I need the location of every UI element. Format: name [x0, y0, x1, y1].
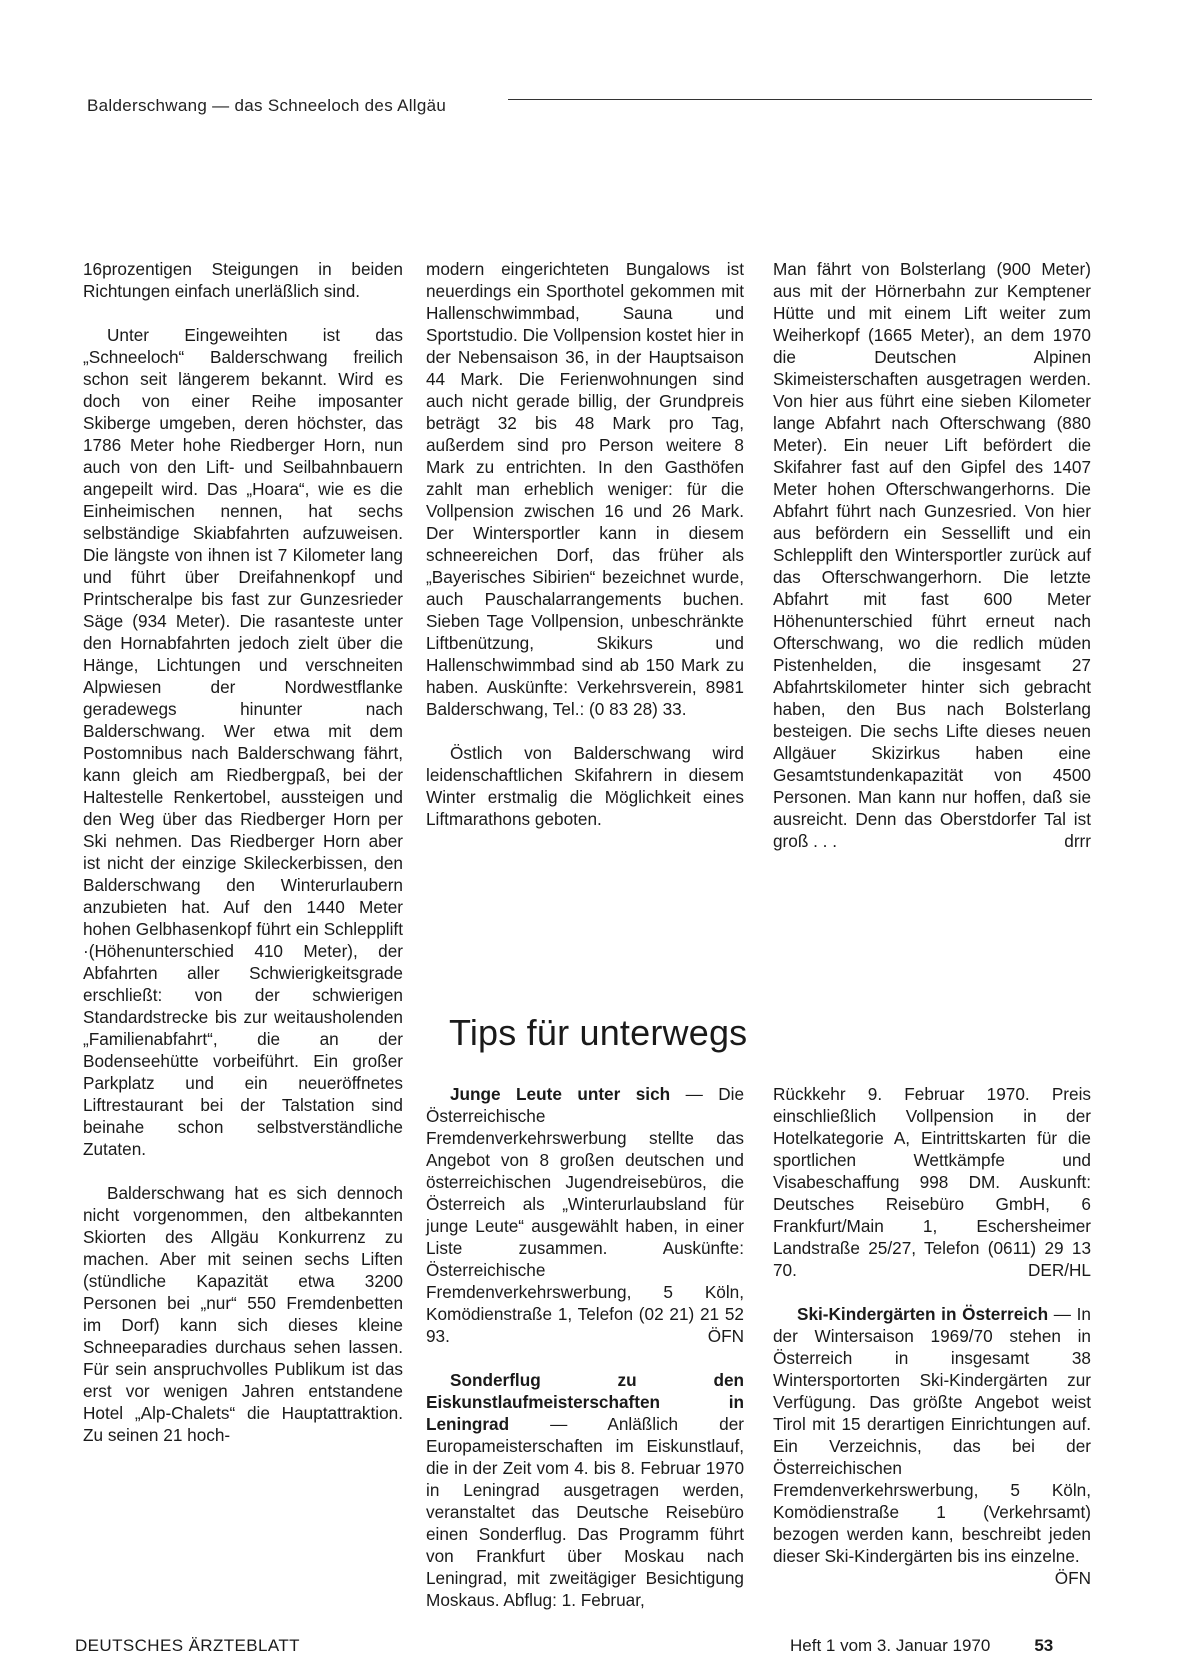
tip-signature: DER/HL — [1027, 1260, 1091, 1280]
article-paragraph: Unter Eingeweihten ist das „Schneeloch“ Balderschwang freilich schon seit längerem bekannt. Wird es doch von einer Reihe imposanter Skiberge umgeben, deren höchster, das 1786 Meter hohe Riedberger Horn, nun auch von den Lift- und Seilbahnbauern angepeilt wird. Das „Hoara“, wie es die Einheimischen nennen, hat sechs selbständige Skiabfahrten aufzuweisen. Die längste von ihnen ist 7 Kilometer lang und führt über Dreifahnenkopf und Printscheralpe bis fast zur Gunzesrieder Säge (934 Meter). Die rasanteste unter den Hornabfahrten jedoch zielt über die Hänge, Lichtungen und verschneiten Alpwiesen der Nordwestflanke geradewegs hinunter nach Balderschwang. Wer etwa mit dem Postomnibus nach Balderschwang fährt, kann gleich am Riedbergpaß, bei der Haltestelle Renkertobel, aussteigen und den Weg über das Riedberger Horn per Ski nehmen. Das Riedberger Horn aber ist nicht der einzige Skileckerbissen, den Balderschwang den Winterurlaubern anzubieten hat. Auf den 1440 Meter hohen Gelbhasenkopf führt ein Schlepplift ·(Höhenunterschied 410 Meter), der Abfahrten aller Schwierigkeitsgrade erschließt: von der schwierigen Standardstrecke bis zur weitausholenden „Familienabfahrt“, die an der Bodenseehütte vorbeiführt. Ein großer Parkplatz und ein neueröffnetes Liftrestaurant bei der Talstation sind beinahe schon selbstverständliche Zutaten. — [83, 325, 403, 1159]
tip-heading: Sonderflug zu den Eiskunstlaufmeisterschaften in Leningrad — [426, 1370, 744, 1434]
footer-issue-info — [790, 1636, 1053, 1656]
tip-text: Rückkehr 9. Februar 1970. Preis einschließlich Vollpension in der Hotelkategorie A, Eintrittskarten für die sportlichen Wettkämpfe und Visabeschaffung 998 DM. Auskunft: Deutsches Reisebüro GmbH, 6 Frankfurt/Main 1, Eschersheimer Landstraße 25/27, Telefon (0611) 29 13 70. — [773, 1084, 1091, 1280]
article-paragraph: Östlich von Balderschwang wird leidenschaftlichen Skifahrern in diesem Winter erstmalig die Möglichkeit eines Liftmarathons geboten. — [426, 743, 744, 829]
page-number: 53 — [1034, 1636, 1054, 1655]
tips-column-2 — [773, 1083, 1091, 1589]
tip-text: — Anläßlich der Europameisterschaften im Eiskunstlauf, die in der Zeit vom 4. bis 8. Februar 1970 in Leningrad ausgetragen werden, veranstaltet das Deutsche Reisebüro einen Sonderflug. Das Programm führt von Frankfurt über Moskau nach Leningrad, mit zweitägiger Besichtigung Moskaus. Abflug: 1. Februar, — [426, 1414, 744, 1610]
issue-date: Heft 1 vom 3. Januar 1970 — [790, 1636, 991, 1655]
tip-item-junge-leute — [426, 1083, 744, 1347]
article-column-2 — [426, 258, 744, 830]
tips-column-1 — [426, 1083, 744, 1611]
tip-text: — Die Österreichische Fremdenverkehrswerbung stellte das Angebot von 8 großen deutschen und österreichischen Jugendreisebüros, die Österreich als „Winterurlaubsland für junge Leute“ ausgewählt haben, in einer Liste zusammen. Auskünfte: Österreichische Fremdenverkehrswerbung, 5 Köln, Komödienstraße 1, Telefon (02 21) 21 52 93. — [426, 1084, 744, 1346]
tip-signature: ÖFN — [707, 1326, 744, 1346]
article-paragraph — [773, 258, 1091, 852]
running-head: Balderschwang — das Schneeloch des Allgäu — [87, 96, 447, 115]
journal-name: DEUTSCHES ÄRZTEBLATT — [75, 1636, 300, 1655]
section-title: Tips für unterwegs — [449, 1011, 748, 1053]
tip-heading: Junge Leute unter sich — [450, 1084, 671, 1104]
article-paragraph-text: Man fährt von Bolsterlang (900 Meter) aus mit der Hörnerbahn zur Kemptener Hütte und mit einem Lift weiter zum Weiherkopf (1665 Meter), an dem 1970 die Deutschen Alpinen Skimeisterschaften ausgetragen werden. Von hier aus führt eine sieben Kilometer lange Abfahrt nach Ofterschwang (880 Meter). Ein neuer Lift befördert die Skifahrer fast auf den Gipfel des 1407 Meter hohen Ofterschwangerhorns. Die Abfahrt führt nach Gunzesried. Von hier aus befördern ein Sessellift und ein Schlepplift den Wintersportler zurück auf das Ofterschwangerhorn. Die letzte Abfahrt mit fast 600 Meter Höhenunterschied führt erneut nach Ofterschwang, wo die redlich müden Pistenhelden, die insgesamt 27 Abfahrtskilometer hinter sich gebracht haben, den Bus nach Bolsterlang besteigen. Die sechs Lifte dieses neuen Allgäuer Skizirkus haben eine Gesamtstundenkapazität von 4500 Personen. Man kann nur hoffen, daß sie ausreicht. Denn das Oberstdorfer Tal ist groß . . . — [773, 259, 1091, 851]
article-paragraph: 16prozentigen Steigungen in beiden Richtungen einfach unerläßlich sind. — [83, 259, 403, 301]
tip-text: — In der Wintersaison 1969/70 stehen in Österreich in insgesamt 38 Wintersportorten Ski-Kindergärten zur Verfügung. Das größte Angebot weist Tirol mit 15 derartigen Einrichtungen auf. Ein Verzeichnis, das bei der Österreichischen Fremdenverkehrswerbung, 5 Köln, Komödienstraße 1 (Verkehrsamt) bezogen werden kann, beschreibt jeden dieser Ski-Kindergärten bis ins einzelne. — [773, 1304, 1091, 1566]
tip-signature: ÖFN — [1054, 1568, 1091, 1588]
author-signature: drrr — [1064, 831, 1091, 851]
header-rule — [508, 99, 1092, 100]
tip-item-ski-kindergaerten — [773, 1303, 1091, 1589]
article-column-1 — [83, 258, 403, 1446]
article-paragraph: Balderschwang hat es sich dennoch nicht vorgenommen, den altbekannten Skiorten des Allgäu Konkurrenz zu machen. Aber mit seinen sechs Liften (stündliche Kapazität etwa 3200 Personen bei „nur“ 550 Fremdenbetten im Dorf) kann sich dieses kleine Schneeparadies durchaus sehen lassen. Für sein anspruchvolles Publikum ist das erst vor wenigen Jahren entstandene Hotel „Alp-Chalets“ die Hauptattraktion. Zu seinen 21 hoch- — [83, 1183, 403, 1445]
article-column-3 — [773, 258, 1091, 852]
tip-item-sonderflug — [426, 1369, 744, 1611]
article-paragraph: modern eingerichteten Bungalows ist neuerdings ein Sporthotel gekommen mit Hallenschwimmbad, Sauna und Sportstudio. Die Vollpension kostet hier in der Nebensaison 36, in der Hauptsaison 44 Mark. Die Ferienwohnungen sind auch nicht gerade billig, der Grundpreis beträgt 32 bis 48 Mark pro Tag, außerdem sind pro Person weitere 8 Mark zu entrichten. In den Gasthöfen zahlt man erheblich weniger: für die Vollpension zwischen 16 und 26 Mark. Der Wintersportler kann in diesem schneereichen Dorf, das früher als „Bayerisches Sibirien“ bezeichnet wurde, auch Pauschalarrangements buchen. Sieben Tage Vollpension, unbeschränkte Liftbenützung, Skikurs und Hallenschwimmbad sind ab 150 Mark zu haben. Auskünfte: Verkehrsverein, 8981 Balderschwang, Tel.: (0 83 28) 33. — [426, 259, 744, 719]
tip-item-sonderflug-continued — [773, 1083, 1091, 1281]
tip-heading: Ski-Kindergärten in Österreich — [797, 1304, 1049, 1324]
